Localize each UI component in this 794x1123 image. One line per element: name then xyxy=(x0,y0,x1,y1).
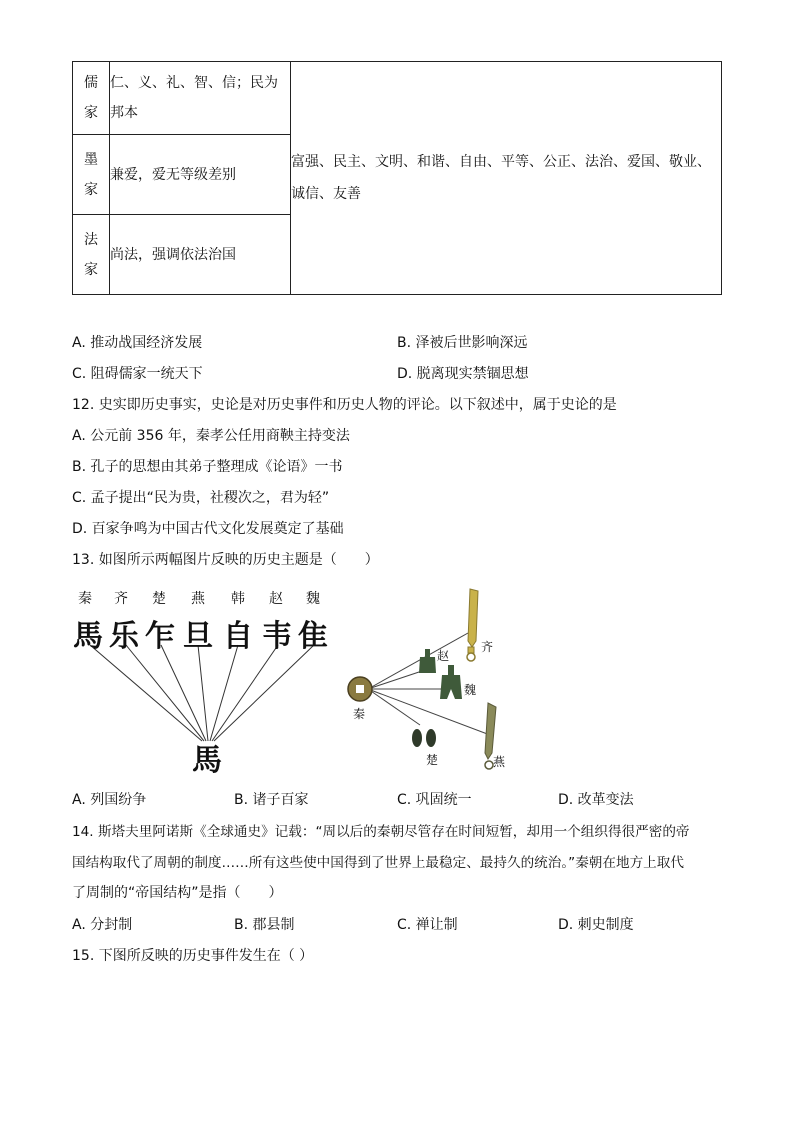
q14-stem-line-1: 14. 斯塔夫里阿诺斯《全球通史》记载：“周以后的秦朝尽管存在时间短暂，却用一个组织得很严密的帝 xyxy=(72,824,690,840)
school-desc-legalist: 尚法，强调依法治国 xyxy=(110,215,291,295)
script-glyph-wei: 隹 xyxy=(298,619,328,654)
school-char: 墨 xyxy=(84,151,98,168)
coin-link-line xyxy=(368,689,420,725)
q12-option-b[interactable]: B. 孔子的思想由其弟子整理成《论语》一书 xyxy=(72,459,343,475)
core-values-cell: 富强、民主、文明、和谐、自由、平等、公正、法治、爱国、敬业、诚信、友善 xyxy=(291,62,722,295)
figure-coins xyxy=(340,585,515,775)
state-label-han: 韩 xyxy=(231,591,245,607)
school-char: 法 xyxy=(84,231,98,248)
coin-label-wei: 魏 xyxy=(464,683,477,697)
state-label-chu: 楚 xyxy=(152,591,166,607)
q14-option-d[interactable]: D. 刺史制度 xyxy=(558,917,634,933)
state-label-yan: 燕 xyxy=(191,591,205,607)
chu-antnose-coins xyxy=(412,729,436,747)
school-char: 家 xyxy=(84,181,98,198)
school-cell-mohist xyxy=(73,135,110,215)
unified-script-glyph: 馬 xyxy=(192,743,222,778)
script-glyph-qi: 乐 xyxy=(109,619,139,654)
coin-label-yan: 燕 xyxy=(493,755,506,769)
qi-knife-coin xyxy=(467,589,478,661)
q13-option-c[interactable]: C. 巩固统一 xyxy=(397,792,472,808)
coin-figure-svg xyxy=(340,585,515,775)
script-glyph-yan: 旦 xyxy=(183,619,213,654)
wei-spade-coin xyxy=(440,665,462,699)
script-line xyxy=(126,645,204,741)
school-desc-confucian: 仁、义、礼、智、信；民为邦本 xyxy=(110,62,291,135)
coin-label-qi: 齐 xyxy=(481,640,494,654)
coin-label-qin: 秦 xyxy=(353,707,366,721)
script-glyph-qin: 馬 xyxy=(73,619,103,654)
q15-stem: 15. 下图所反映的历史事件发生在（ ） xyxy=(72,948,314,964)
q13-option-a[interactable]: A. 列国纷争 xyxy=(72,792,147,808)
q11-option-d[interactable]: D. 脱离现实禁锢思想 xyxy=(397,366,529,382)
qin-banliang-coin xyxy=(348,677,372,701)
coin-label-chu: 楚 xyxy=(426,753,439,767)
coin-label-zhao: 赵 xyxy=(437,649,450,663)
school-char: 家 xyxy=(84,105,98,121)
school-char: 家 xyxy=(84,261,98,278)
school-cell-legalist xyxy=(73,215,110,295)
comparison-table xyxy=(72,61,722,295)
script-line xyxy=(212,645,278,741)
q11-option-b[interactable]: B. 泽被后世影响深远 xyxy=(397,335,528,351)
figure-scripts xyxy=(70,583,340,778)
script-glyph-chu: 乍 xyxy=(145,619,175,654)
q11-option-a[interactable]: A. 推动战国经济发展 xyxy=(72,335,203,351)
school-cell-confucian xyxy=(73,62,110,135)
q14-stem-line-2: 国结构取代了周朝的制度……所有这些使中国得到了世界上最稳定、最持久的统治。”秦朝在地方上取代 xyxy=(72,855,684,871)
q12-option-a[interactable]: A. 公元前 356 年，秦孝公任用商鞅主持变法 xyxy=(72,428,350,444)
q11-option-c[interactable]: C. 阻碍儒家一统天下 xyxy=(72,366,203,382)
q12-option-d[interactable]: D. 百家争鸣为中国古代文化发展奠定了基础 xyxy=(72,521,344,537)
q13-option-d[interactable]: D. 改革变法 xyxy=(558,792,634,808)
script-line xyxy=(90,645,202,741)
school-desc-mohist: 兼爱，爱无等级差别 xyxy=(110,135,291,215)
q13-option-b[interactable]: B. 诸子百家 xyxy=(234,792,309,808)
q14-option-c[interactable]: C. 禅让制 xyxy=(397,917,458,933)
q14-stem-line-3: 了周制的“帝国结构”是指（ ） xyxy=(72,885,283,901)
state-label-qi: 齐 xyxy=(114,591,128,607)
state-label-zhao: 赵 xyxy=(269,591,283,607)
q12-option-c[interactable]: C. 孟子提出“民为贵，社稷次之，君为轻” xyxy=(72,490,330,506)
script-line xyxy=(210,645,238,741)
script-line xyxy=(214,645,314,741)
q13-stem: 13. 如图所示两幅图片反映的历史主题是（ ） xyxy=(72,552,379,568)
script-glyph-zhao: 韦 xyxy=(262,619,292,654)
q14-option-b[interactable]: B. 郡县制 xyxy=(234,917,295,933)
script-glyph-han: 自 xyxy=(223,619,253,654)
q12-stem: 12. 史实即历史事实，史论是对历史事件和历史人物的评论。以下叙述中，属于史论的是 xyxy=(72,397,617,413)
q14-option-a[interactable]: A. 分封制 xyxy=(72,917,133,933)
school-char: 儒 xyxy=(84,75,98,91)
state-label-qin: 秦 xyxy=(78,591,92,607)
state-label-wei: 魏 xyxy=(306,591,320,607)
